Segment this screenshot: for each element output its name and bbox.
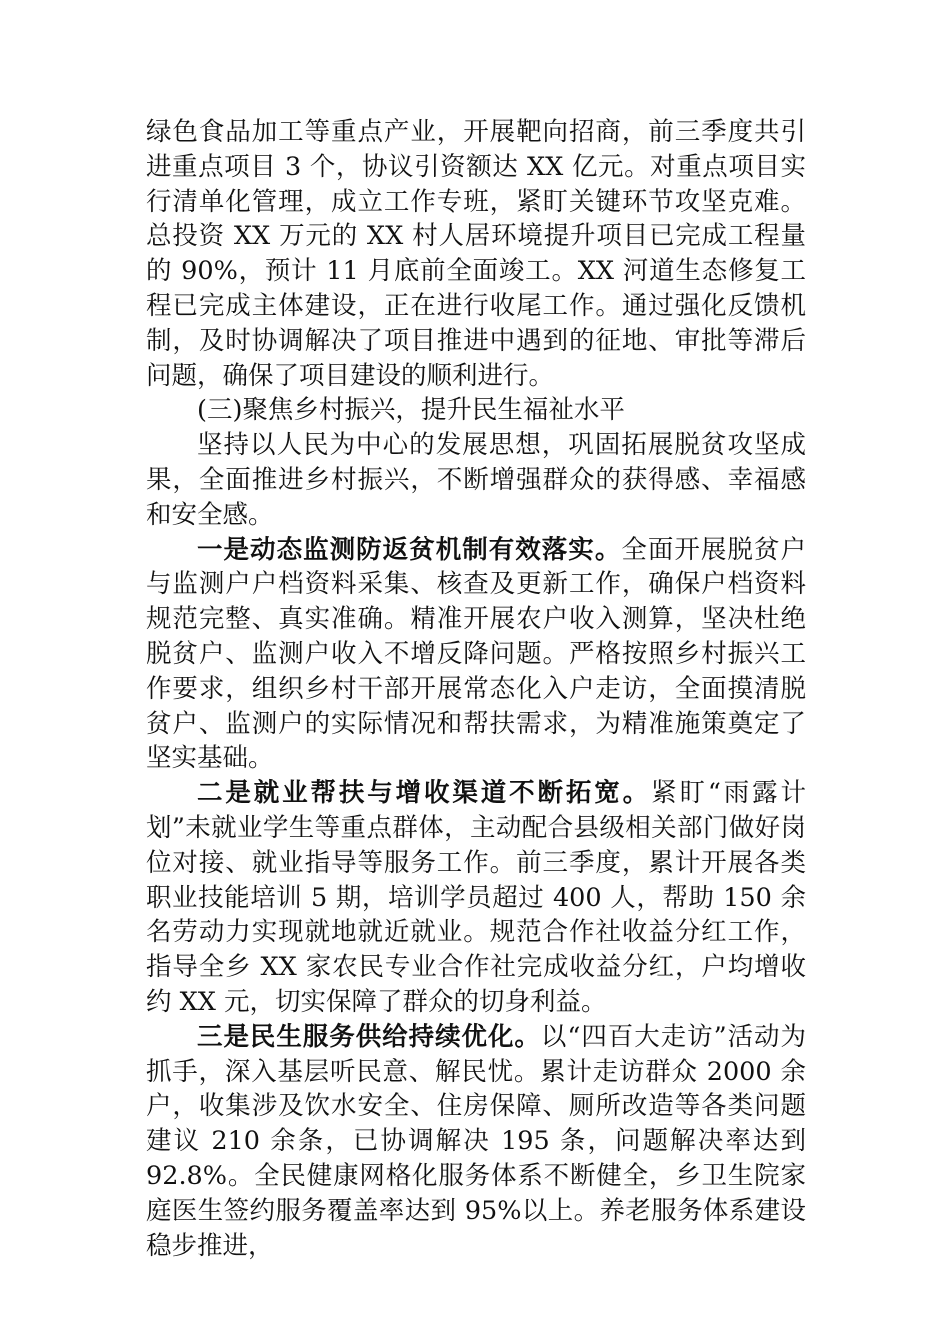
document-page	[146, 115, 806, 1263]
paragraph-item-1	[146, 533, 806, 777]
paragraph-item-3	[146, 1020, 806, 1264]
paragraph-item-2	[146, 776, 806, 1020]
section-heading: (三)聚焦乡村振兴，提升民生福祉水平	[197, 395, 625, 426]
item-3-lead: 三是民生服务供给持续优化。	[197, 1021, 541, 1052]
paragraph-intro: 坚持以人民为中心的发展思想，巩固拓展脱贫攻坚成果，全面推进乡村振兴，不断增强群众的获得感、幸福感和安全感。	[146, 430, 806, 530]
item-2-body: 紧盯“雨露计划”未就业学生等重点群体，主动配合县级相关部门做好岗位对接、就业指导等服务工作。前三季度，累计开展各类职业技能培训 5 期，培训学员超过 400 人，帮助 150 余名劳动力实现就地就近就业。规范合作社收益分红工作，指导全乡 XX 家农民专业合作社完成收益分红，户均增收约 XX 元，切实保障了群众的切身利益。	[146, 778, 806, 1017]
item-3-body: 以“四百大走访”活动为抓手，深入基层听民意、解民忧。累计走访群众 2000 余户，收集涉及饮水安全、住房保障、厕所改造等各类问题建议 210 余条，已协调解决 195 条，问题解决率达到 92.8%。全民健康网格化服务体系不断健全，乡卫生院家庭医生签约服务覆盖率达到 95%以上。养老服务体系建设稳步推进，	[146, 1021, 806, 1261]
item-1-lead: 一是动态监测防返贫机制有效落实。	[197, 534, 622, 565]
item-2-lead: 二是就业帮扶与增收渠道不断拓宽。	[197, 778, 652, 809]
item-1-body: 全面开展脱贫户与监测户户档资料采集、核查及更新工作，确保户档资料规范完整、真实准确。精准开展农户收入测算，坚决杜绝脱贫户、监测户收入不增反降问题。严格按照乡村振兴工作要求，组织乡村干部开展常态化入户走访，全面摸清脱贫户、监测户的实际情况和帮扶需求，为精准施策奠定了坚实基础。	[146, 534, 806, 774]
paragraph-continuation: 绿色食品加工等重点产业，开展靶向招商，前三季度共引进重点项目 3 个，协议引资额达 XX 亿元。对重点项目实行清单化管理，成立工作专班，紧盯关键环节攻坚克难。总投资 XX 万元的 XX 村人居环境提升项目已完成工程量的 90%，预计 11 月底前全面竣工。XX 河道生态修复工程已完成主体建设，正在进行收尾工作。通过强化反馈机制，及时协调解决了项目推进中遇到的征地、审批等滞后问题，确保了项目建设的顺利进行。	[146, 117, 806, 391]
